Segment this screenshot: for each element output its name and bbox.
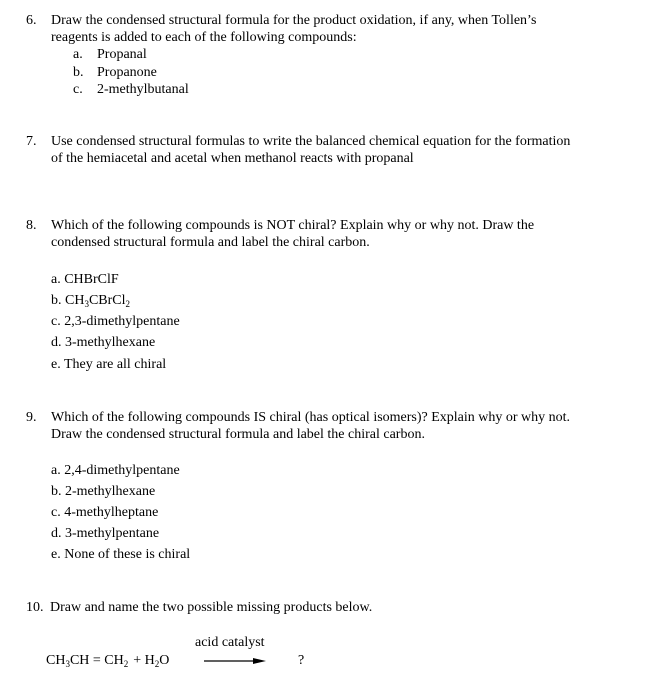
question-text-line: Which of the following compounds is NOT chiral? Explain why or why not. Draw the (51, 218, 535, 233)
question-text-line: Draw and name the two possible missing products below. (50, 600, 373, 615)
missing-product: ? (298, 653, 305, 668)
option-text: Propanone (97, 65, 157, 80)
option-text: b. 2-methylhexane (51, 484, 156, 499)
question-7 (26, 133, 636, 167)
option-text: e. None of these is chiral (51, 547, 191, 562)
option-text: c. 2,3-dimethylpentane (51, 314, 180, 329)
option-letter: b. (73, 65, 84, 80)
option-letter: c. (73, 82, 83, 97)
question-text-line: of the hemiacetal and acetal when methanol reacts with propanal (51, 151, 414, 166)
option-text: e. They are all chiral (51, 357, 167, 372)
question-text-line: Which of the following compounds IS chiral (has optical isomers)? Explain why or why not. (51, 410, 571, 425)
question-text-line: Draw the condensed structural formula for the product oxidation, if any, when Tollen’s (51, 13, 537, 28)
question-8 (26, 217, 636, 251)
option-text: a. CHBrClF (51, 272, 119, 287)
question-number: 10. (26, 600, 44, 615)
option-text: Propanal (97, 47, 147, 62)
question-text-line: Use condensed structural formulas to write the balanced chemical equation for the formation (51, 134, 571, 149)
question-number: 7. (26, 134, 37, 149)
option-text: b. $CH_3CBrCl_2$ (51, 293, 131, 309)
option-text: c. 4-methylheptane (51, 505, 159, 520)
option-text: d. 3-methylhexane (51, 335, 156, 350)
question-number: 9. (26, 410, 37, 425)
question-number: 6. (26, 13, 37, 28)
question-text-line: Draw the condensed structural formula and label the chiral carbon. (51, 427, 425, 442)
question-6 (26, 12, 636, 46)
option-text: 2-methylbutanal (97, 82, 189, 97)
option-text: d. 3-methylpentane (51, 526, 160, 541)
question-text-line: reagents is added to each of the following compounds: (51, 30, 357, 45)
option-letter: a. (73, 47, 83, 62)
option-text: a. 2,4-dimethylpentane (51, 463, 180, 478)
question-text-line: condensed structural formula and label the chiral carbon. (51, 235, 370, 250)
question-10 (26, 599, 372, 616)
reaction-reactants: $CH_3CH = CH_2 + H_2O$ (46, 653, 170, 669)
catalyst-label: acid catalyst (195, 635, 265, 650)
reaction-arrow-icon (203, 656, 267, 666)
question-9 (26, 409, 636, 443)
question-number: 8. (26, 218, 37, 233)
